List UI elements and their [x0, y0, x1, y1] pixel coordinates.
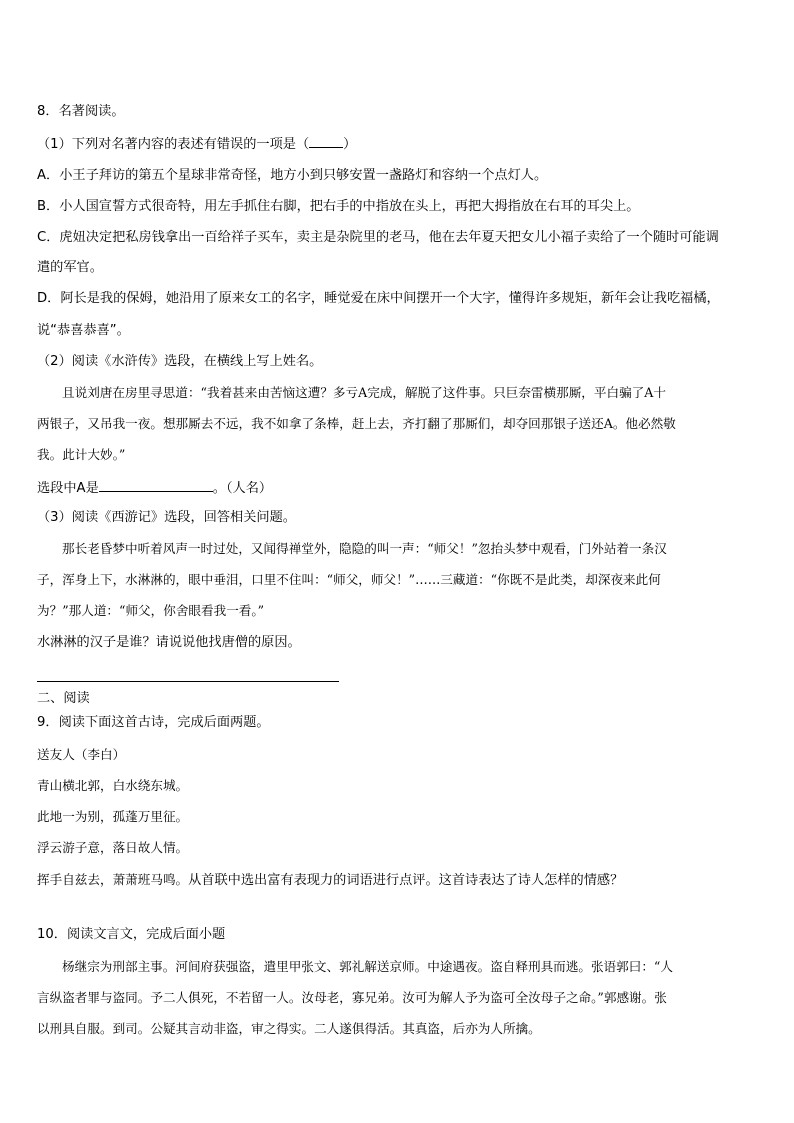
q8-part1-prefix: （1）下列对名著内容的表述有错误的一项是（ [37, 137, 310, 152]
q8-part2-excerpt-line3: 我。此计大妙。” [37, 447, 126, 462]
q8-title: 8．名著阅读。 [37, 104, 125, 119]
q10-text-line2: 言纵盗者罪与盗同。予二人俱死，不若留一人。汝母老，寡兄弟。汝可为解人予为盗可全汝母子之命。”郭感谢。张 [37, 990, 667, 1005]
q8-option-b: B．小人国宣誓方式很奇特，用左手抓住右脚，把右手的中指放在头上，再把大拇指放在右耳的耳尖上。 [37, 199, 640, 214]
q8-part2-prompt: （2）阅读《水浒传》选段，在横线上写上姓名。 [37, 354, 323, 369]
q10-title: 10．阅读文言文，完成后面小题 [37, 927, 226, 942]
q10-text-line3: 以刑具自服。到司。公疑其言动非盗，审之得实。二人遂俱得活。其真盗，后亦为人所擒。 [37, 1021, 541, 1036]
q8-answer-line[interactable] [37, 681, 339, 682]
q8-part2-answer-suffix: 。（人名） [212, 481, 273, 496]
section-heading: 二、阅读 [37, 691, 90, 706]
q8-part2-answer [37, 478, 272, 498]
q8-part2-answer-prefix: 选段中A是 [37, 481, 99, 496]
q8-part3-question: 水淋淋的汉子是谁？请说说他找唐僧的原因。 [37, 635, 301, 650]
q9-title: 9．阅读下面这首古诗，完成后面两题。 [37, 715, 270, 730]
q8-part3-excerpt-line3: 为？”那人道：“师父，你舍眼看我一看。” [37, 603, 265, 618]
q8-part1-prompt [37, 134, 356, 154]
q9-poem-line4-question [37, 871, 623, 890]
q8-part2-excerpt-line1: 且说刘唐在房里寻思道：“我着甚来由苦恼这遭？多亏A完成，解脱了这件事。只巨奈雷横那厮，平白骗了A十 [62, 385, 666, 400]
q8-part2-answer-blank[interactable] [99, 478, 213, 492]
q9-poem-line1: 青山横北郭，白水绕东城。 [37, 778, 189, 793]
q9-poem-line3: 浮云游子意，落日故人情。 [37, 840, 189, 855]
q8-option-d-line2: 说“恭喜恭喜”。 [37, 323, 130, 338]
q9-poem-line4: 挥手自兹去，萧萧班马鸣。 [37, 872, 189, 887]
q8-part1-suffix: ） [343, 137, 357, 152]
q8-option-d-line1: D．阿长是我的保姆，她沿用了原来女工的名字，睡觉爱在床中间摆开一个大字，懂得许多规矩，新年会让我吃福橘， [37, 291, 720, 306]
q8-part3-excerpt-line2: 子，浑身上下，水淋淋的，眼中垂泪，口里不住叫：“师父，师父！”……三藏道：“你既不是此类，却深夜来此何 [37, 572, 661, 587]
q8-part3-excerpt-line1: 那长老昏梦中听着风声一时过处，又闻得禅堂外，隐隐的叫一声：“师父！”忽抬头梦中观看，门外站着一条汉 [62, 541, 667, 556]
q8-part1-blank[interactable] [309, 134, 343, 148]
q8-option-a: A．小王子拜访的第五个星球非常奇怪，地方小到只够安置一盏路灯和容纳一个点灯人。 [37, 168, 548, 183]
q8-part2-excerpt-line2: 两银子，又吊我一夜。想那厮去不远，我不如拿了条棒，赶上去，齐打翻了那厮们，却夺回那银子送还A。他必然敬 [37, 416, 676, 431]
q10-text-line1: 杨继宗为刑部主事。河间府获强盗，遣里甲张文、郭礼解送京师。中途遇夜。盗自释刑具而逃。张语郭曰：“人 [62, 959, 673, 974]
q8-part3-prompt: （3）阅读《西游记》选段，回答相关问题。 [37, 510, 296, 525]
q8-option-c-line2: 遣的军官。 [37, 260, 103, 275]
q9-poem-title: 送友人（李白） [37, 747, 126, 762]
q9-poem-line2: 此地一为别，孤蓬万里征。 [37, 809, 189, 824]
q9-question: 从首联中选出富有表现力的词语进行点评。这首诗表达了诗人怎样的情感？ [188, 873, 624, 888]
q8-option-c-line1: C．虎妞决定把私房钱拿出一百给祥子买车，卖主是杂院里的老马，他在去年夏天把女儿小福子卖给了一个随时可能调 [37, 230, 719, 245]
